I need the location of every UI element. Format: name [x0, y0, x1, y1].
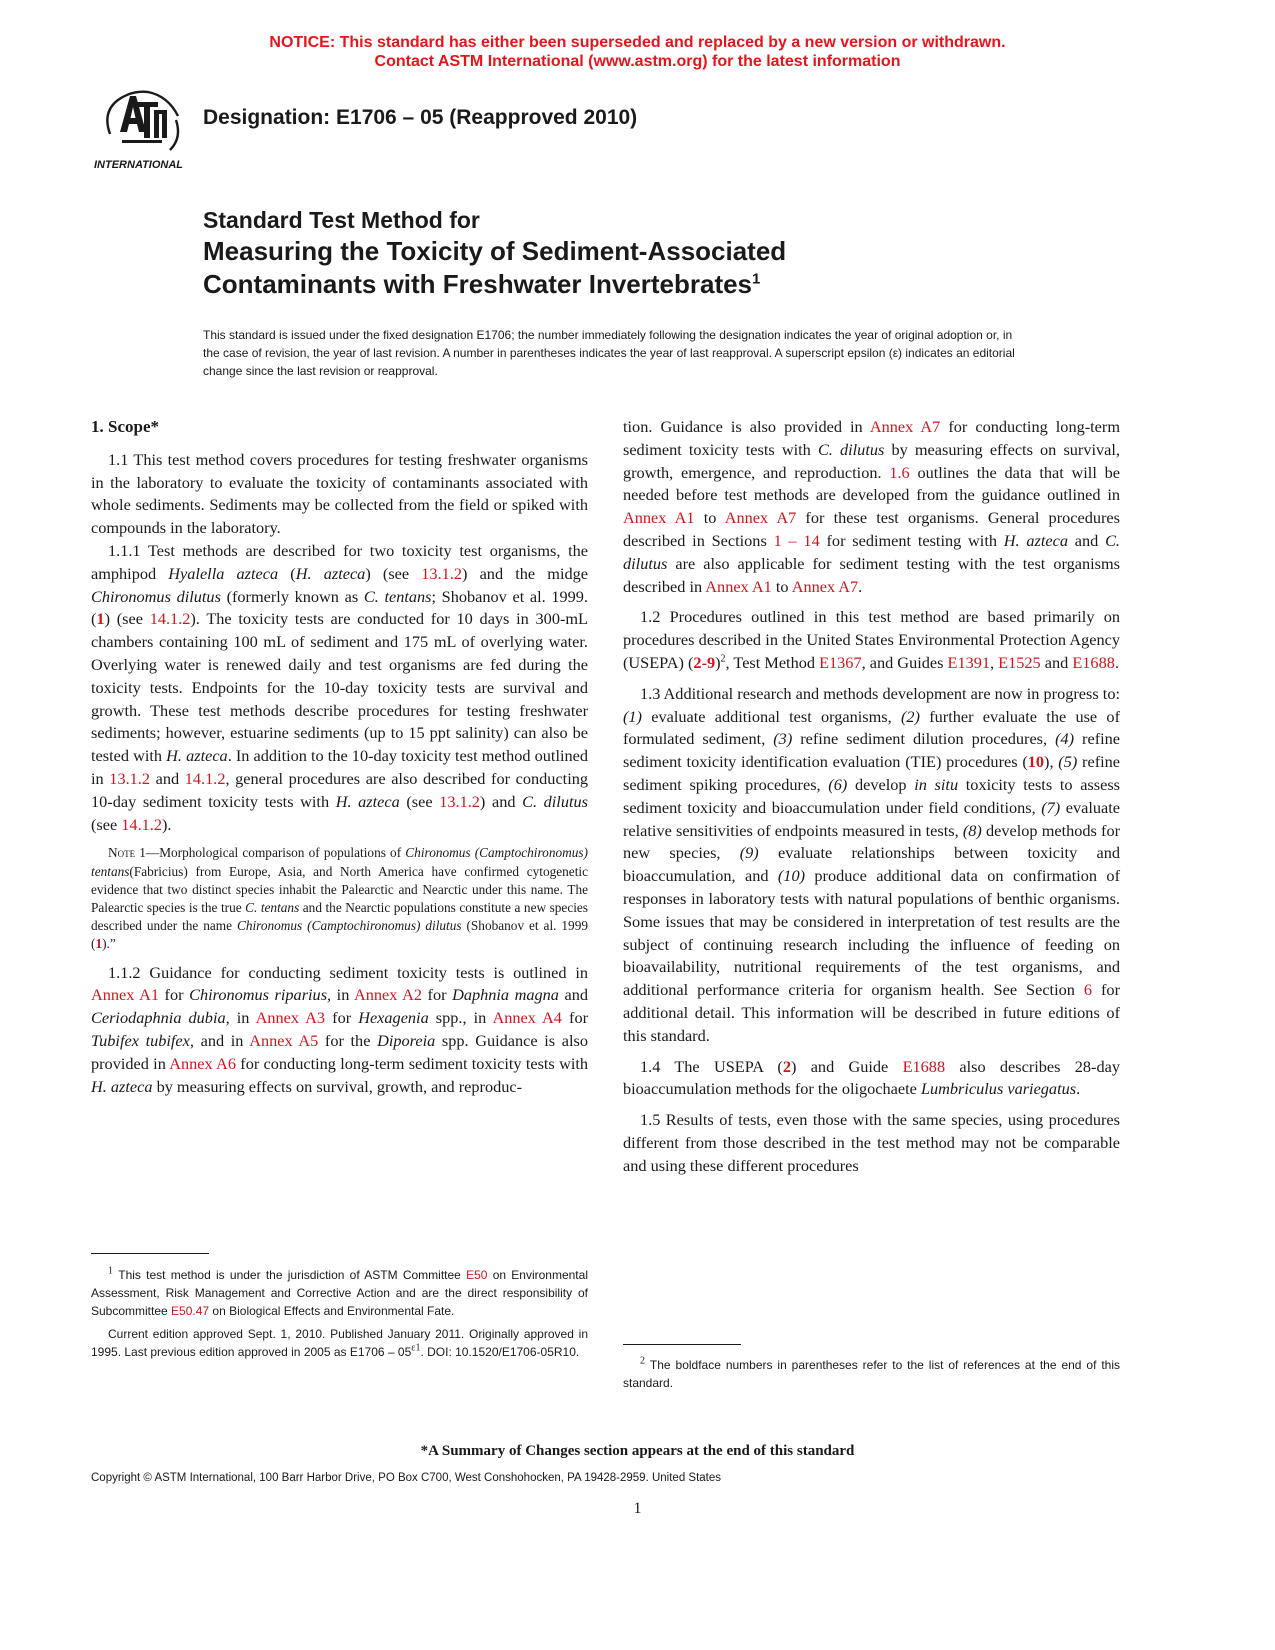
para-1-4: 1.4 The USEPA (2) and Guide E1688 also describes 28-day bioaccumulation methods for the oligochaete Lumbriculus variegatus. — [623, 1056, 1120, 1099]
para-1-1: 1.1 This test method covers procedures for testing freshwater organisms in the laboratory to evaluate the toxicity of contaminants associated with whole sediments. Sediments may be collected from the field or spiked with compounds in the laboratory. — [91, 449, 588, 538]
title-footnote-ref: 1 — [752, 270, 761, 288]
copyright: Copyright © ASTM International, 100 Barr Harbor Drive, PO Box C700, West Conshohocken, PA 19428-2959. United States — [91, 1472, 722, 1484]
section-heading: 1. Scope* — [91, 417, 159, 436]
notice-banner — [0, 33, 1275, 71]
designation: Designation: E1706 – 05 (Reapproved 2010) — [203, 106, 638, 129]
para-1-1-1: 1.1.1 Test methods are described for two toxicity test organisms, the amphipod Hyalella azteca (H. azteca) (see 13.1.2) and the midge Chironomus dilutus (formerly known as C. tentans; Shobanov et al. 1999.(1) (see 14.1.2). The toxicity tests are conducted for 10 days in 300-mL chambers containing 100 mL of sediment and 175 mL of overlying water. Overlying water is renewed daily and test organisms are fed during the toxicity tests. Endpoints for the 10-day toxicity tests are survival and growth. These test methods describe procedures for testing freshwater sediments; however, estuarine sediments (up to 15 ppt salinity) can also be tested with H. azteca. In addition to the 10-day toxicity test method outlined in 13.1.2 and 14.1.2, general procedures are also described for conducting 10-day sediment toxicity tests with H. azteca (see 13.1.2) and C. dilutus (see 14.1.2). — [91, 540, 589, 834]
right-column — [623, 416, 1120, 1178]
notice-line-1: NOTICE: This standard has either been superseded and replaced by a new version or withdrawn. — [269, 34, 1006, 51]
para-1-1-2: 1.1.2 Guidance for conducting sediment toxicity tests is outlined in Annex A1 for Chironomus riparius, in Annex A2 for Daphnia magna and Ceriodaphnia dubia, in Annex A3 for Hexagenia spp., in Annex A4 for Tubifex tubifex, and in Annex A5 for the Diporeia spp. Guidance is also provided in Annex A6 for conducting long-term sediment toxicity tests with H. azteca by measuring effects on survival, growth, and reproduc- — [91, 962, 589, 1096]
note-1: Note 1—Morphological comparison of populations of Chironomus (Camptochironomus) tentans(Fabricius) from Europe, Asia, and North America have confirmed cytogenetic evidence that two distinct species inhabit the Palearctic and Nearctic under this name. The Palearctic species is the true C. tentans and the Nearctic populations constitute a new species described under the name Chironomus (Camptochironomus) dilutus (Shobanov et al. 1999 (1).” — [91, 845, 588, 952]
title-line-2: Measuring the Toxicity of Sediment-Associated — [203, 236, 787, 266]
footnote-rule-left — [91, 1253, 209, 1254]
title-line-3: Contaminants with Freshwater Invertebrates — [203, 269, 753, 299]
link-e50-47[interactable]: E50.47 — [171, 1304, 210, 1319]
left-column — [91, 416, 588, 1098]
summary-of-changes-note: *A Summary of Changes section appears at the end of this standard — [420, 1443, 855, 1459]
issued-note: This standard is issued under the fixed designation E1706; the number immediately following the designation indicates the year of original adoption or, in the case of revision, the year of last revision. A number in parentheses indicates the year of last reapproval. A superscript epsilon (ε) indicates an editorial change since the last revision or reapproval. — [203, 328, 1015, 378]
footnote-rule-right — [623, 1344, 741, 1345]
footnote-2: $^2$ The boldface numbers in parentheses refer to the list of references at the end of this standard. — [623, 1355, 1120, 1391]
link-e50[interactable]: E50 — [466, 1268, 488, 1282]
svg-text:INTERNATIONAL: INTERNATIONAL — [94, 159, 184, 171]
para-1-5: 1.5 Results of tests, even those with the same species, using procedures different from those described in the test method may not be comparable and using these different procedures — [623, 1110, 1120, 1175]
title-line-1: Standard Test Method for — [203, 207, 480, 233]
para-1-1-2-cont: tion. Guidance is also provided in Annex A7 for conducting long-term sediment toxicity tests with C. dilutus by measuring effects on survival, growth, emergence, and reproduction. 1.6 outlines the data that will be needed before test methods are developed from the guidance outlined in Annex A1 to Annex A7 for these test organisms. General procedures described in Sections 1 – 14 for sediment testing with H. azteca and C. dilutus are also applicable for sediment testing with the test organisms described in Annex A1 to Annex A7. — [623, 417, 1120, 596]
para-1-3: 1.3 Additional research and methods development are now in progress to: (1) evaluate additional test organisms, (2) further evaluate the use of formulated sediment, (3) refine sediment dilution procedures, (4) refine sediment toxicity identification evaluation (TIE) procedures (10), (5) refine sediment spiking procedures, (6) develop in situ toxicity tests to assess sediment toxicity and bioaccumulation under field conditions, (7) evaluate relative sensitivities of endpoints measured in tests, (8) develop methods for new species, (9) evaluate relationships between toxicity and bioaccumulation, and (10) produce additional data on confirmation of responses in laboratory tests with natural populations of benthic organisms. Some issues that may be considered in interpretation of test results are the subject of continuing research including the influence of feeding on bioavailability, nutritional requirements of the test organisms, and additional performance criteria for organism health. See Section 6 for additional detail. This information will be described in future editions of this standard. — [623, 683, 1121, 1045]
page-number: 1 — [633, 1500, 642, 1517]
notice-line-2: Contact ASTM International (www.astm.org) for the latest information — [374, 53, 901, 70]
astm-logo-icon — [92, 82, 192, 174]
para-1-2: 1.2 Procedures outlined in this test method are based primarily on procedures described in the United States Environmental Protection Agency (USEPA) $(2-9)^2$, Test Method E1367, and Guides E1391, E1525 and E1688. — [623, 607, 1120, 672]
footnote-1: $^1$ This test method is under the jurisdiction of ASTM Committee E50 on Environmental Assessment, Risk Management and Corrective Action and are the direct responsibility of Subcommittee E50.47 on Biological Effects and Environmental Fate. Current edition approved Sept. 1, 2010. Published January 2011. Originally approved in 1995. Last previous edition approved in 2005 as $E1706 - 05^{\varepsilon 1}$. DOI: 10.1520/E1706-05R10. — [91, 1265, 588, 1359]
document-title — [203, 205, 786, 301]
